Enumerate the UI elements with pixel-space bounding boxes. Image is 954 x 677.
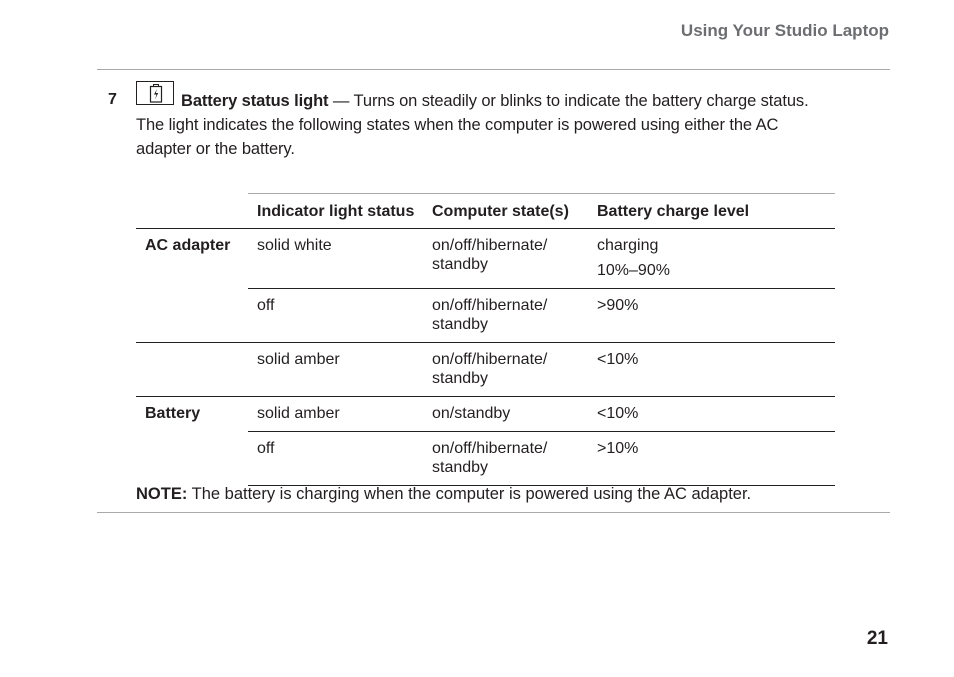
table-row	[136, 289, 835, 343]
row-label: Battery	[136, 397, 248, 432]
top-divider	[97, 69, 890, 70]
description-line-2: The light indicates the following states when the computer is powered using either the AC	[136, 116, 779, 134]
item-description	[136, 89, 876, 161]
state-cell: on/off/hibernate/ standby	[432, 237, 548, 273]
state-cell: on/off/hibernate/ standby	[423, 289, 588, 343]
page-number: 21	[866, 628, 888, 649]
charge-cell: charging 10%–90%	[597, 237, 670, 279]
indicator-cell: solid amber	[248, 397, 423, 432]
charge-cell: >90%	[588, 289, 835, 343]
battery-status-table	[136, 193, 835, 486]
state-cell: on/off/hibernate/ standby	[423, 432, 588, 486]
item-number: 7	[108, 91, 117, 108]
state-cell: on/off/hibernate/ standby	[423, 343, 588, 397]
charge-cell: >10%	[588, 432, 835, 486]
table-header-cell	[136, 194, 248, 229]
state-cell: on/standby	[423, 397, 588, 432]
indicator-cell: off	[248, 289, 423, 343]
indicator-cell: solid amber	[248, 343, 423, 397]
table-row	[136, 432, 835, 486]
note-text: The battery is charging when the computer is powered using the AC adapter.	[187, 485, 752, 503]
note	[136, 483, 751, 505]
table-row	[136, 229, 835, 289]
running-header: Using Your Studio Laptop	[680, 21, 889, 40]
bottom-divider	[97, 512, 890, 513]
charge-cell: <10%	[588, 397, 835, 432]
table-header-row	[136, 194, 835, 229]
row-label	[136, 343, 248, 397]
note-label: NOTE:	[136, 485, 188, 503]
table-row	[136, 343, 835, 397]
description-line-1: — Turns on steadily or blinks to indicate the battery charge status.	[328, 92, 809, 110]
table-header-cell: Battery charge level	[588, 194, 835, 229]
row-label: AC adapter	[145, 237, 231, 254]
table-header-cell: Computer state(s)	[423, 194, 588, 229]
item-term: Battery status light	[181, 92, 329, 110]
table-header-cell: Indicator light status	[248, 194, 423, 229]
row-label	[136, 289, 248, 343]
indicator-cell: off	[248, 432, 423, 486]
description-line-3: adapter or the battery.	[136, 140, 295, 158]
indicator-cell: solid white	[257, 237, 332, 254]
row-label	[136, 432, 248, 486]
charge-cell: <10%	[588, 343, 835, 397]
table-row	[136, 397, 835, 432]
